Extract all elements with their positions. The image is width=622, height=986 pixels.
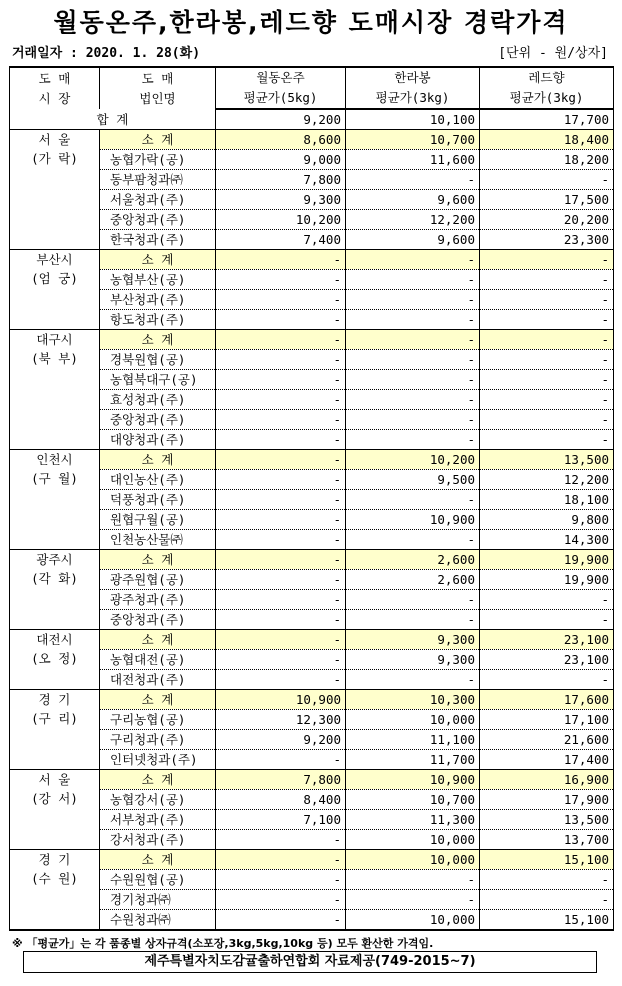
subtotal-value: 15,100 xyxy=(480,850,614,870)
table-row xyxy=(10,790,614,810)
subtotal-value: - xyxy=(216,250,346,270)
price-value: - xyxy=(216,470,346,490)
header-market xyxy=(10,67,100,109)
table-row xyxy=(10,810,614,830)
price-value: - xyxy=(346,430,480,450)
market-cell xyxy=(10,630,100,690)
subtotal-value: 18,400 xyxy=(480,130,614,150)
grand-total-value: 9,200 xyxy=(216,109,346,130)
subtotal-value: 10,300 xyxy=(346,690,480,710)
price-value: - xyxy=(346,170,480,190)
header-col2-unit: 평균가(3kg) xyxy=(346,88,480,109)
price-value: 7,400 xyxy=(216,230,346,250)
corp-name: 원협구월(공) xyxy=(100,510,216,530)
subtotal-value: - xyxy=(480,330,614,350)
price-value: - xyxy=(480,370,614,390)
corp-name: 경북원협(공) xyxy=(100,350,216,370)
market-location: (각 화) xyxy=(31,571,78,586)
price-value: - xyxy=(216,270,346,290)
market-name: 부산시 xyxy=(36,252,73,267)
subtotal-value: 16,900 xyxy=(480,770,614,790)
price-value: - xyxy=(480,390,614,410)
corp-name: 대양청과(주) xyxy=(100,430,216,450)
subtotal-value: 19,900 xyxy=(480,550,614,570)
market-cell xyxy=(10,130,100,250)
header-col1-unit: 평균가(5kg) xyxy=(216,88,346,109)
price-value: 10,900 xyxy=(346,510,480,530)
header-market-line1: 도 매 xyxy=(38,70,71,86)
market-location: (오 정) xyxy=(31,651,78,666)
table-row xyxy=(10,170,614,190)
price-value: - xyxy=(346,670,480,690)
subtotal-value: - xyxy=(346,250,480,270)
subtotal-value: 10,900 xyxy=(216,690,346,710)
subtotal-row xyxy=(10,690,614,710)
corp-name: 농협북대구(공) xyxy=(100,370,216,390)
market-location: (강 서) xyxy=(31,791,78,806)
subtotal-value: 8,600 xyxy=(216,130,346,150)
price-value: 12,200 xyxy=(346,210,480,230)
price-value: - xyxy=(216,530,346,550)
price-value: - xyxy=(346,870,480,890)
table-row xyxy=(10,190,614,210)
subtotal-row xyxy=(10,130,614,150)
market-cell xyxy=(10,250,100,330)
price-value: - xyxy=(480,270,614,290)
table-body xyxy=(10,109,614,930)
price-value: - xyxy=(346,370,480,390)
subtotal-value: 17,600 xyxy=(480,690,614,710)
subtotal-value: 23,100 xyxy=(480,630,614,650)
price-value: - xyxy=(346,390,480,410)
price-value: - xyxy=(216,570,346,590)
price-value: - xyxy=(346,410,480,430)
market-location: (가 락) xyxy=(31,151,78,166)
table-row xyxy=(10,490,614,510)
price-value: - xyxy=(480,590,614,610)
table-row xyxy=(10,350,614,370)
price-value: - xyxy=(216,350,346,370)
corp-name: 인터넷청과(주) xyxy=(100,750,216,770)
table-row xyxy=(10,650,614,670)
market-cell xyxy=(10,690,100,770)
price-value: 9,300 xyxy=(346,650,480,670)
table-row xyxy=(10,670,614,690)
corp-name: 강서청과(주) xyxy=(100,830,216,850)
price-value: 18,200 xyxy=(480,150,614,170)
subtotal-label: 소 계 xyxy=(100,330,216,350)
price-value: 9,600 xyxy=(346,190,480,210)
price-value: 13,700 xyxy=(480,830,614,850)
header-col3-unit: 평균가(3kg) xyxy=(480,88,614,109)
corp-name: 광주원협(공) xyxy=(100,570,216,590)
source-box: 제주특별자치도감귤출하연합회 자료제공(749-2015~7) xyxy=(23,951,597,973)
table-row xyxy=(10,410,614,430)
price-value: 17,400 xyxy=(480,750,614,770)
corp-name: 중앙청과(주) xyxy=(100,210,216,230)
price-value: 11,600 xyxy=(346,150,480,170)
corp-name: 한국청과(주) xyxy=(100,230,216,250)
subtotal-value: - xyxy=(346,330,480,350)
price-value: - xyxy=(216,830,346,850)
table-row xyxy=(10,310,614,330)
subtotal-value: 13,500 xyxy=(480,450,614,470)
table-row xyxy=(10,910,614,931)
subtotal-value: - xyxy=(216,330,346,350)
header-col3-name: 레드향 xyxy=(480,67,614,88)
price-value: 12,200 xyxy=(480,470,614,490)
market-location: (구 월) xyxy=(31,471,78,486)
price-value: 9,800 xyxy=(480,510,614,530)
price-value: 10,000 xyxy=(346,910,480,931)
price-value: - xyxy=(480,410,614,430)
price-value: - xyxy=(346,610,480,630)
market-name: 대전시 xyxy=(36,632,73,647)
price-value: 17,500 xyxy=(480,190,614,210)
subtotal-row xyxy=(10,850,614,870)
grand-total-row xyxy=(10,109,614,130)
corp-name: 인천농산물㈜ xyxy=(100,530,216,550)
header-corp-line1: 도 매 xyxy=(141,70,174,86)
price-value: - xyxy=(480,430,614,450)
table-row xyxy=(10,830,614,850)
price-value: 21,600 xyxy=(480,730,614,750)
corp-name: 덕풍청과(주) xyxy=(100,490,216,510)
price-value: - xyxy=(216,390,346,410)
table-row xyxy=(10,710,614,730)
subtotal-label: 소 계 xyxy=(100,450,216,470)
header-corp xyxy=(100,67,216,109)
market-cell xyxy=(10,770,100,850)
price-value: - xyxy=(216,510,346,530)
price-value: - xyxy=(216,870,346,890)
price-value: - xyxy=(216,650,346,670)
price-value: - xyxy=(216,890,346,910)
price-value: 13,500 xyxy=(480,810,614,830)
corp-name: 중앙청과(주) xyxy=(100,410,216,430)
price-value: - xyxy=(216,610,346,630)
price-value: 9,300 xyxy=(216,190,346,210)
footnote: ※ 「평균가」는 각 품종별 상자규격(소포장,3kg,5kg,10kg 등) 모두 환산한 가격임. xyxy=(12,937,434,950)
table-row xyxy=(10,890,614,910)
header-market-line2: 시 장 xyxy=(38,90,71,106)
corp-name: 수원청과㈜ xyxy=(100,910,216,931)
market-name: 대구시 xyxy=(36,332,73,347)
subtotal-value: 7,800 xyxy=(216,770,346,790)
subtotal-value: - xyxy=(216,550,346,570)
price-value: - xyxy=(480,890,614,910)
price-value: - xyxy=(346,490,480,510)
subtotal-row xyxy=(10,630,614,650)
subtotal-value: - xyxy=(216,850,346,870)
corp-name: 대인농산(주) xyxy=(100,470,216,490)
unit-label: [단위 - 원/상자] xyxy=(498,46,608,61)
price-value: 10,000 xyxy=(346,830,480,850)
table-row xyxy=(10,290,614,310)
price-value: - xyxy=(346,290,480,310)
price-value: 7,100 xyxy=(216,810,346,830)
price-value: - xyxy=(216,410,346,430)
price-value: - xyxy=(480,610,614,630)
price-value: 8,400 xyxy=(216,790,346,810)
grand-total-value: 17,700 xyxy=(480,109,614,130)
price-value: 11,100 xyxy=(346,730,480,750)
corp-name: 효성청과(주) xyxy=(100,390,216,410)
price-value: - xyxy=(346,590,480,610)
corp-name: 농협가락(공) xyxy=(100,150,216,170)
corp-name: 수원원협(공) xyxy=(100,870,216,890)
corp-name: 농협부산(공) xyxy=(100,270,216,290)
price-value: 9,000 xyxy=(216,150,346,170)
price-value: - xyxy=(346,350,480,370)
market-cell xyxy=(10,550,100,630)
price-value: 14,300 xyxy=(480,530,614,550)
subtotal-value: 10,700 xyxy=(346,130,480,150)
corp-name: 서울청과(주) xyxy=(100,190,216,210)
table-row xyxy=(10,570,614,590)
price-value: 10,000 xyxy=(346,710,480,730)
market-name: 경 기 xyxy=(38,692,71,707)
subtotal-value: 10,200 xyxy=(346,450,480,470)
market-name: 경 기 xyxy=(38,852,71,867)
price-value: - xyxy=(480,290,614,310)
price-value: - xyxy=(480,170,614,190)
subtotal-label: 소 계 xyxy=(100,850,216,870)
price-value: - xyxy=(346,270,480,290)
price-value: - xyxy=(216,490,346,510)
subtotal-value: 10,900 xyxy=(346,770,480,790)
corp-name: 경기청과㈜ xyxy=(100,890,216,910)
table-row xyxy=(10,370,614,390)
price-value: 17,100 xyxy=(480,710,614,730)
table-row xyxy=(10,230,614,250)
corp-name: 농협강서(공) xyxy=(100,790,216,810)
table-row xyxy=(10,510,614,530)
price-value: - xyxy=(216,290,346,310)
price-value: 12,300 xyxy=(216,710,346,730)
price-value: - xyxy=(480,310,614,330)
market-name: 광주시 xyxy=(36,552,73,567)
table-row xyxy=(10,730,614,750)
market-name: 인천시 xyxy=(36,452,73,467)
table-row xyxy=(10,210,614,230)
market-location: (구 리) xyxy=(31,711,78,726)
price-value: 7,800 xyxy=(216,170,346,190)
table-row xyxy=(10,870,614,890)
corp-name: 부산청과(주) xyxy=(100,290,216,310)
subtotal-row xyxy=(10,770,614,790)
subtotal-label: 소 계 xyxy=(100,550,216,570)
price-value: - xyxy=(216,750,346,770)
grand-total-value: 10,100 xyxy=(346,109,480,130)
price-value: 15,100 xyxy=(480,910,614,931)
market-cell xyxy=(10,330,100,450)
corp-name: 대전청과(주) xyxy=(100,670,216,690)
price-value: - xyxy=(480,870,614,890)
corp-name: 동부팜청과㈜ xyxy=(100,170,216,190)
table-row xyxy=(10,270,614,290)
price-value: 2,600 xyxy=(346,570,480,590)
market-location: (수 원) xyxy=(31,871,78,886)
subtotal-label: 소 계 xyxy=(100,770,216,790)
corp-name: 구리청과(주) xyxy=(100,730,216,750)
trade-date: 거래일자 : 2020. 1. 28(화) xyxy=(12,46,201,61)
market-cell xyxy=(10,850,100,931)
subtotal-label: 소 계 xyxy=(100,130,216,150)
subtotal-row xyxy=(10,450,614,470)
subtotal-value: 2,600 xyxy=(346,550,480,570)
table-row xyxy=(10,530,614,550)
price-value: 20,200 xyxy=(480,210,614,230)
price-value: - xyxy=(480,670,614,690)
subtotal-value: - xyxy=(216,630,346,650)
header-col1-name: 월동온주 xyxy=(216,67,346,88)
corp-name: 구리농협(공) xyxy=(100,710,216,730)
grand-total-label: 합 계 xyxy=(10,109,216,130)
subtotal-label: 소 계 xyxy=(100,250,216,270)
table-row xyxy=(10,610,614,630)
price-table xyxy=(9,66,614,931)
page-title: 월동온주,한라봉,레드향 도매시장 경락가격 xyxy=(53,8,569,37)
table-row xyxy=(10,590,614,610)
price-value: 9,500 xyxy=(346,470,480,490)
price-value: 18,100 xyxy=(480,490,614,510)
subtotal-value: 9,300 xyxy=(346,630,480,650)
price-value: - xyxy=(216,590,346,610)
price-value: - xyxy=(216,310,346,330)
price-value: 11,300 xyxy=(346,810,480,830)
market-name: 서 울 xyxy=(38,772,71,787)
price-value: 10,200 xyxy=(216,210,346,230)
market-location: (엄 궁) xyxy=(31,271,78,286)
table-row xyxy=(10,470,614,490)
price-value: 11,700 xyxy=(346,750,480,770)
table-row xyxy=(10,430,614,450)
subtotal-label: 소 계 xyxy=(100,690,216,710)
market-cell xyxy=(10,450,100,550)
table-row xyxy=(10,390,614,410)
price-value: - xyxy=(346,310,480,330)
corp-name: 서부청과(주) xyxy=(100,810,216,830)
price-value: 9,600 xyxy=(346,230,480,250)
header-col2-name: 한라봉 xyxy=(346,67,480,88)
price-value: - xyxy=(216,370,346,390)
subtotal-row xyxy=(10,250,614,270)
header-corp-line2: 법인명 xyxy=(139,90,176,106)
price-value: 10,700 xyxy=(346,790,480,810)
subtotal-value: - xyxy=(480,250,614,270)
table-row xyxy=(10,750,614,770)
market-name: 서 울 xyxy=(38,132,71,147)
corp-name: 항도청과(주) xyxy=(100,310,216,330)
subtotal-value: 10,000 xyxy=(346,850,480,870)
price-value: - xyxy=(216,430,346,450)
market-location: (북 부) xyxy=(31,351,78,366)
price-value: 17,900 xyxy=(480,790,614,810)
price-value: - xyxy=(216,670,346,690)
price-value: 23,100 xyxy=(480,650,614,670)
price-value: - xyxy=(346,890,480,910)
subtotal-row xyxy=(10,330,614,350)
price-value: - xyxy=(346,530,480,550)
corp-name: 농협대전(공) xyxy=(100,650,216,670)
price-value: 19,900 xyxy=(480,570,614,590)
table-row xyxy=(10,150,614,170)
price-value: 23,300 xyxy=(480,230,614,250)
corp-name: 광주청과(주) xyxy=(100,590,216,610)
subtotal-value: - xyxy=(216,450,346,470)
price-value: 9,200 xyxy=(216,730,346,750)
subtotal-label: 소 계 xyxy=(100,630,216,650)
price-value: - xyxy=(216,910,346,931)
subtotal-row xyxy=(10,550,614,570)
price-value: - xyxy=(480,350,614,370)
corp-name: 중앙청과(주) xyxy=(100,610,216,630)
